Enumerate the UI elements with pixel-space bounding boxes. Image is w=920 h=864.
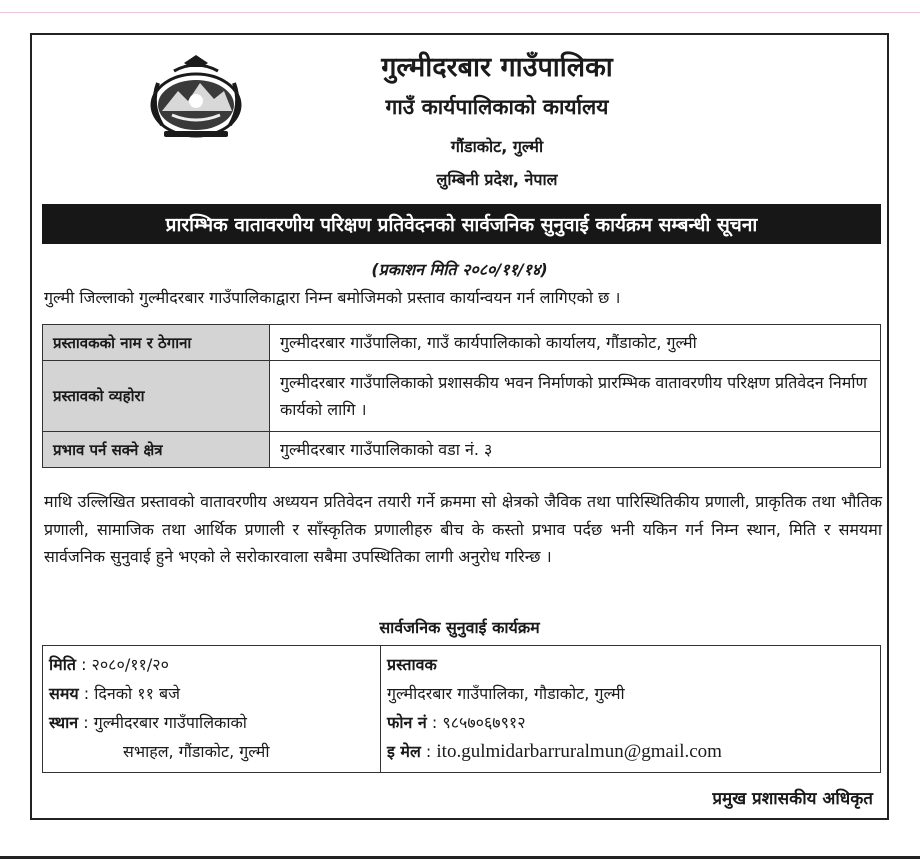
office-location: गौंडाकोट, गुल्मी — [450, 137, 544, 156]
table-row — [43, 361, 881, 432]
program-time-line: समय : दिनको ११ बजे — [49, 684, 181, 703]
publication-date: (प्रकाशन मिति २०८०/११/१४) — [371, 260, 548, 279]
nepal-emblem-icon — [144, 53, 248, 141]
email-link[interactable]: ito.gulmidarbarruralmun@gmail.com — [436, 741, 722, 762]
intro-text: गुल्मी जिल्लाको गुल्मीदरबार गाउँपालिकाद्वारा निम्न बमोजिमको प्रस्ताव कार्यान्वयन गर्न लागिएको छ । — [44, 288, 621, 307]
proposer-name-label: प्रस्तावकको नाम र ठेगाना — [43, 325, 270, 361]
email-line: इ मेल : ito.gulmidarbarruralmun@gmail.com — [387, 741, 722, 762]
program-venue-line-2 — [49, 737, 374, 766]
program-venue-label: स्थान — [49, 713, 79, 732]
phone-line: फोन नं : ९८५७०६७९१२ — [387, 713, 526, 732]
proposal-table — [42, 324, 881, 468]
top-border-line — [0, 12, 920, 13]
affected-area-value: गुल्मीदरबार गाउँपालिकाको वडा नं. ३ — [270, 432, 881, 468]
proposer-label: प्रस्तावक — [387, 655, 437, 674]
program-venue-line2: सभाहल, गौंडाकोट, गुल्मी — [123, 742, 270, 761]
phone-value: ९८५७०६७९१२ — [442, 713, 526, 732]
table-row — [43, 325, 881, 361]
program-title: सार्वजनिक सुनुवाई कार्यक्रम — [379, 618, 540, 637]
program-date-label: मिति — [49, 655, 76, 674]
municipality-title: गुल्मीदरबार गाउँपालिका — [381, 52, 613, 83]
notice-banner — [42, 204, 881, 244]
program-venue-line1: गुल्मीदरबार गाउँपालिकाको — [93, 713, 247, 732]
program-time-value: दिनको ११ बजे — [94, 684, 181, 703]
program-table — [42, 645, 881, 773]
proposal-description-label: प्रस्तावको व्यहोरा — [43, 361, 270, 432]
signature: प्रमुख प्रशासकीय अधिकृत — [712, 789, 873, 809]
program-date-value: २०८०/११/२० — [91, 655, 169, 674]
program-time-label: समय — [49, 684, 79, 703]
table-row — [43, 432, 881, 468]
program-venue-line: स्थान : गुल्मीदरबार गाउँपालिकाको — [49, 713, 247, 732]
proposer-contact-cell — [381, 646, 881, 773]
phone-label: फोन नं — [387, 713, 427, 732]
table-row — [43, 646, 881, 773]
office-province: लुम्बिनी प्रदेश, नेपाल — [436, 170, 558, 189]
program-details-cell — [43, 646, 381, 773]
office-subtitle: गाउँ कार्यपालिकाको कार्यालय — [385, 95, 609, 119]
program-date-line: मिति : २०८०/११/२० — [49, 655, 169, 674]
notice-banner-title: प्रारम्भिक वातावरणीय परिक्षण प्रतिवेदनको सार्वजनिक सुनुवाई कार्यक्रम सम्बन्धी सूचना — [165, 214, 758, 236]
notice-frame — [30, 33, 889, 820]
bottom-border-line — [0, 856, 920, 859]
proposer-value: गुल्मीदरबार गाउँपालिका, गौडाकोट, गुल्मी — [387, 684, 625, 703]
email-label: इ मेल — [387, 742, 421, 761]
proposer-name-value: गुल्मीदरबार गाउँपालिका, गाउँ कार्यपालिकाको कार्यालय, गौंडाकोट, गुल्मी — [270, 325, 881, 361]
affected-area-label: प्रभाव पर्न सक्ने क्षेत्र — [43, 432, 270, 468]
proposal-description-value: गुल्मीदरबार गाउँपालिकाको प्रशासकीय भवन निर्माणको प्रारम्भिक वातावरणीय परिक्षण प्रतिवेदन निर्माण कार्यको लागि । — [270, 361, 881, 432]
body-paragraph: माथि उल्लिखित प्रस्तावको वातावरणीय अध्ययन प्रतिवेदन तयारी गर्ने क्रममा सो क्षेत्रको जैविक तथा पारिस्थितिकीय प्रणाली, प्राकृतिक तथा भौतिक प्रणाली, सामाजिक तथा आर्थिक प्रणाली र साँस्कृतिक प्रणालीहरु बीच के कस्तो प्रभाव पर्दछ भनी यकिन गर्न निम्न स्थान, मिति र समयमा सार्वजनिक सुनुवाई हुने भएको ले सरोकारवाला सबैमा उपस्थितिका लागी अनुरोध गरिन्छ । — [44, 492, 882, 566]
